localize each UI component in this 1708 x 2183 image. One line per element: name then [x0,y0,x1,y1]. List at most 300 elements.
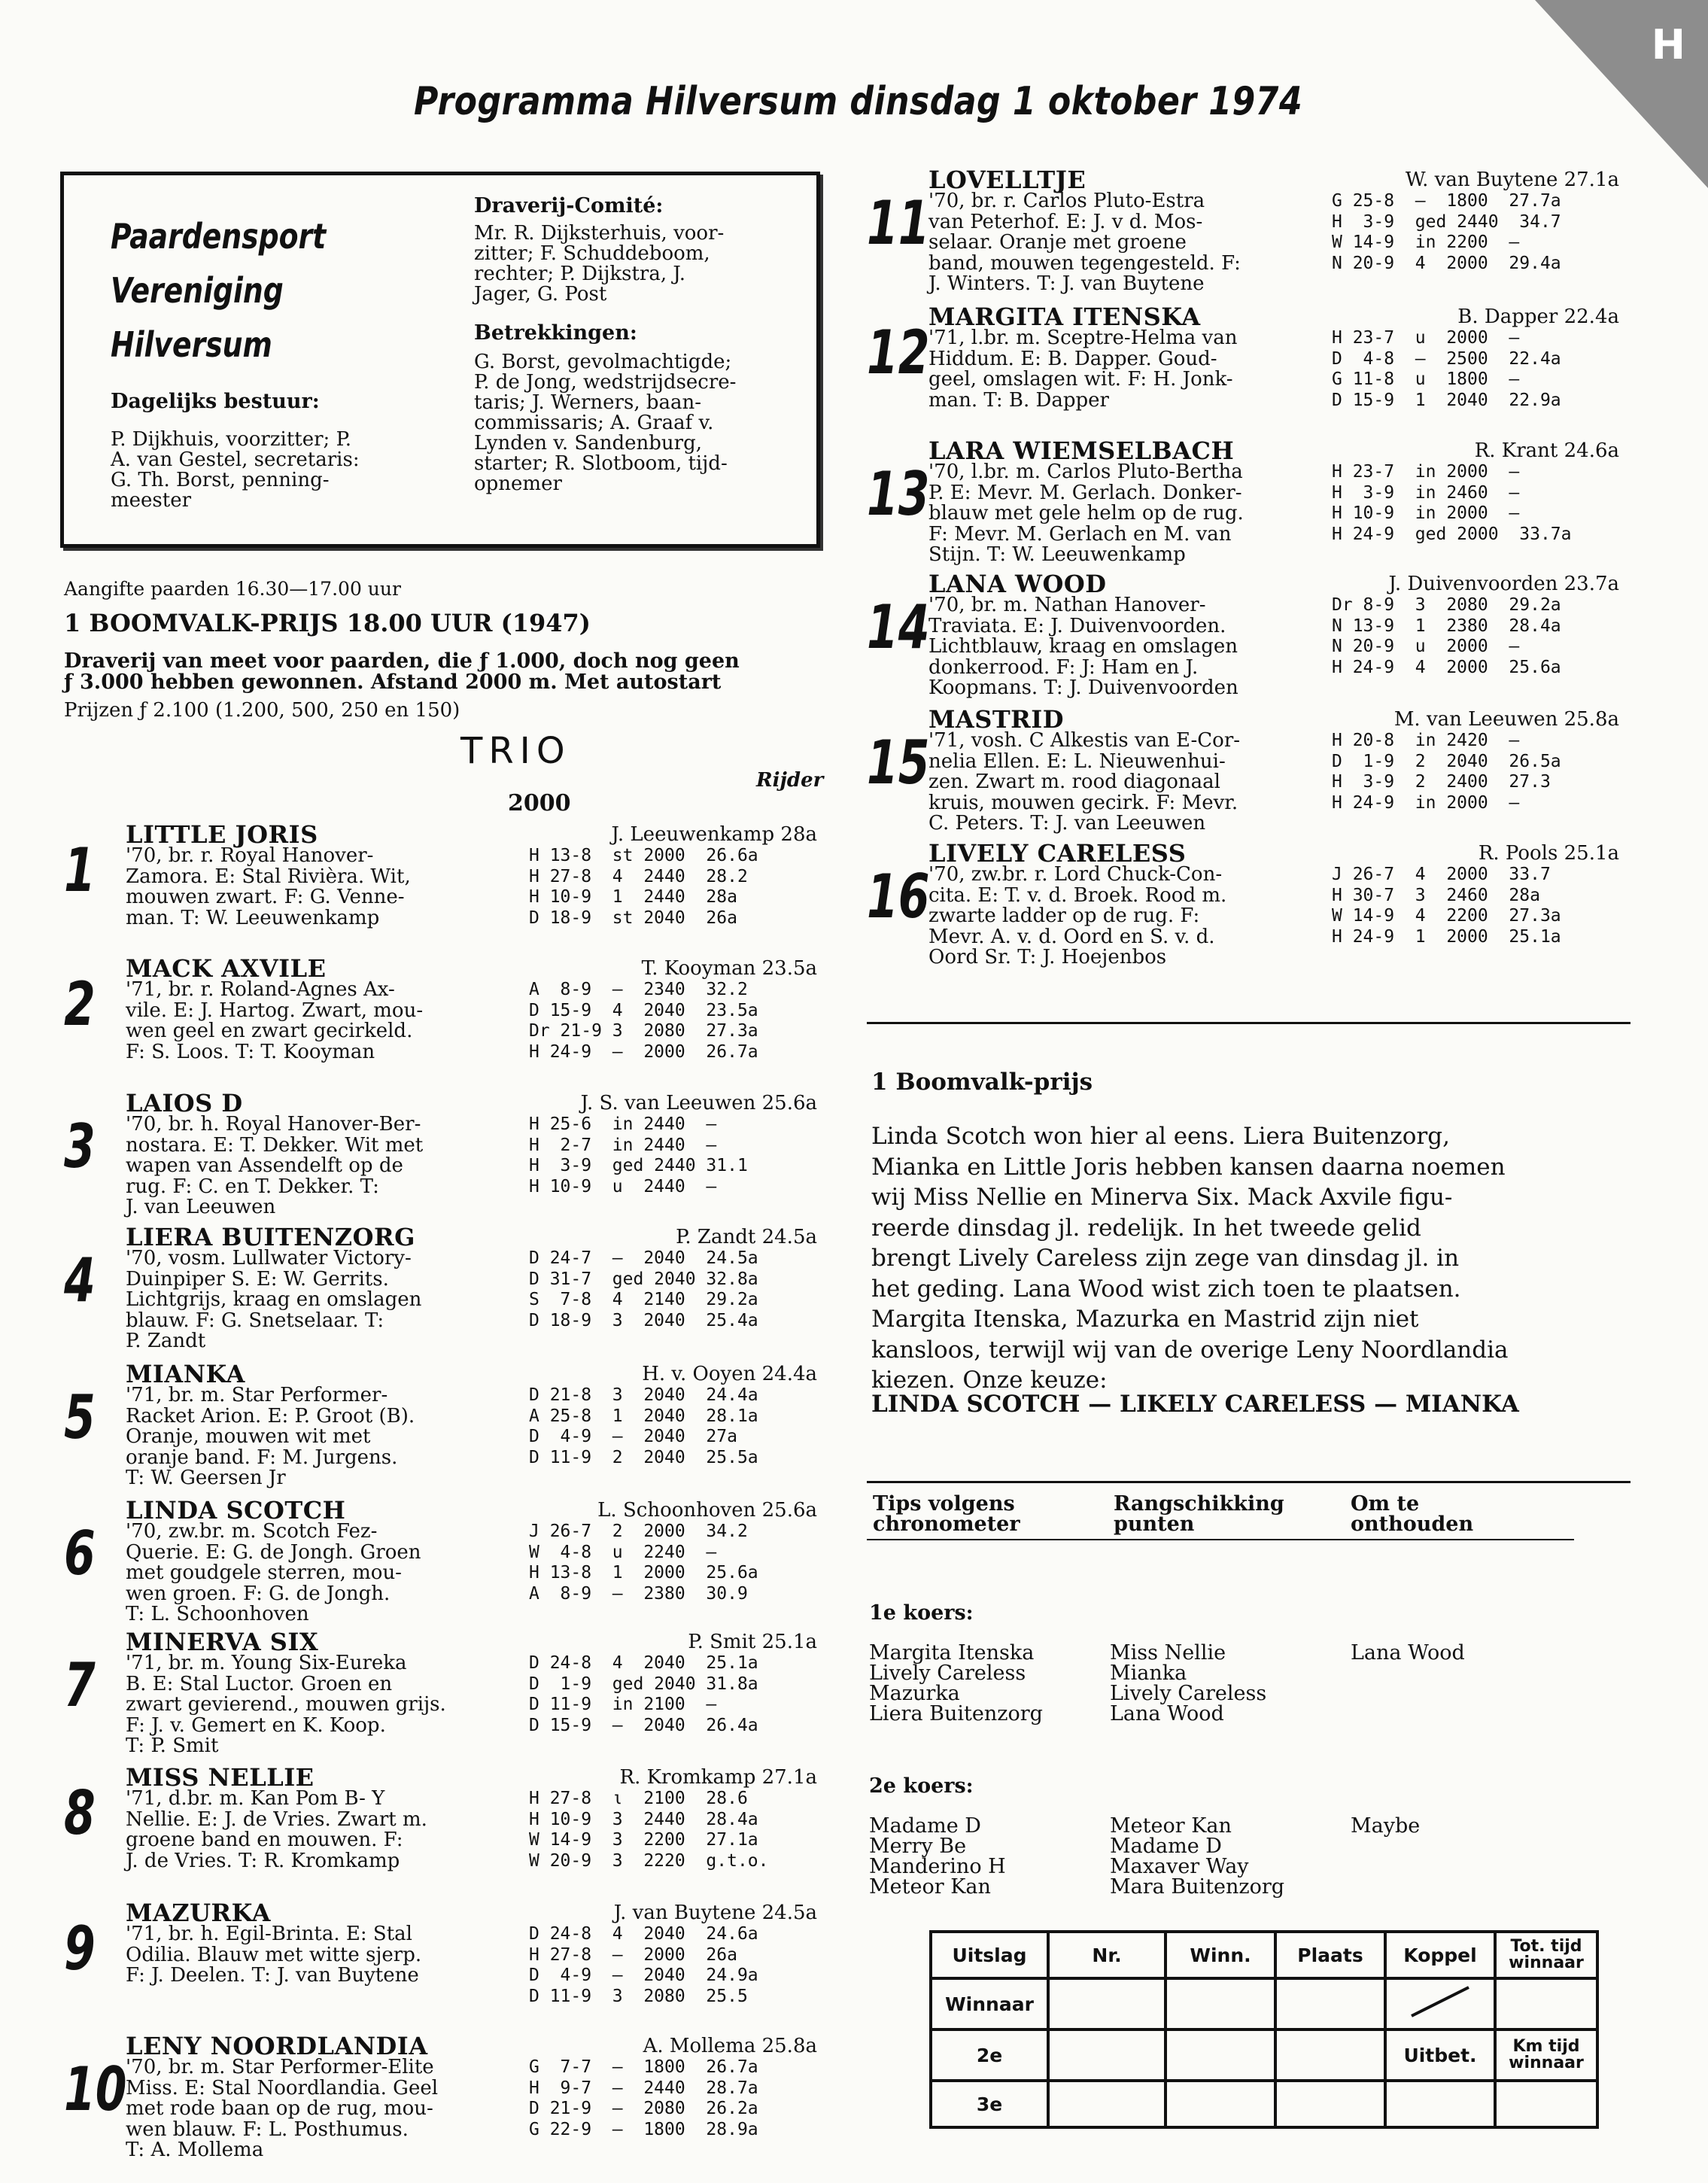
previous-results [529,1653,758,1736]
previous-results [529,1248,758,1331]
horse-description [126,1114,423,1218]
text-line: kansloos, terwijl wij van de overige Leny Noordlandia [871,1336,1509,1364]
horse-entry [64,1628,816,1756]
previous-results [1332,191,1561,274]
horse-entry [64,954,816,1082]
description-line: Odilia. Blauw met witte sjerp. [126,1943,422,1966]
horse-name: MAZURKA [126,1899,271,1927]
horse-description [928,731,1240,835]
description-line: donkerrood. F: J: Ham en J. [928,655,1199,679]
description-line: F: Mevr. M. Gerlach en M. van [928,522,1232,546]
result-cell[interactable] [1048,2029,1166,2081]
previous-results [529,1924,758,2007]
horse-name: LENY NOORDLANDIA [126,2032,428,2060]
bestuur-block [111,390,434,511]
horse-entry [64,2032,816,2160]
result-line: Dr 21-9 3 2080 27.3a [529,1021,758,1041]
horse-name: LAIOS D [126,1089,243,1117]
previous-results [529,1385,758,1468]
koers1-onthouden: Lana Wood [1351,1641,1465,1665]
result-line: W 4-8 u 2240 — [529,1542,717,1562]
entry-number: 9 [64,1914,96,1984]
result-header: Koppel [1385,1932,1495,1978]
description-line: groene band en mouwen. F: [126,1829,403,1851]
trio-label: TRIO [460,730,571,772]
rider-name: J. S. van Leeuwen 25.6a [580,1092,817,1114]
horse-description [126,1924,421,1987]
description-line: '70, zw.br. m. Scotch Fez- [126,1520,378,1543]
description-line: '71, d.br. m. Kan Pom B- Y [126,1787,385,1810]
horse-description [126,1789,427,1871]
text-line: Draverij van meet voor paarden, die ƒ 1.000, doch nog geen [64,649,740,673]
result-line: H 2-7 in 2440 — [529,1135,717,1155]
previous-results [529,1522,758,1604]
description-line: '70, br. h. Royal Hanover-Ber- [126,1113,421,1136]
horse-name: MIANKA [126,1360,245,1388]
previous-results [1332,865,1561,947]
slash-mark [1403,1983,1478,2020]
result-header: Nr. [1048,1932,1166,1978]
horse-name: LARA WIEMSELBACH [928,436,1235,465]
result-line: N 20-9 4 2000 29.4a [1332,253,1561,273]
result-line: H 23-7 in 2000 — [1332,462,1520,482]
horse-entry [64,1899,816,2026]
result-line: D 24-8 4 2040 25.1a [529,1653,758,1673]
horse-description [126,2057,438,2161]
result-line: D 15-9 1 2040 22.9a [1332,390,1561,410]
description-line: J. van Leeuwen [126,1196,276,1218]
result-line: H 27-8 4 2440 28.2 [529,866,748,886]
result-line: D 18-9 st 2040 26a [529,908,737,928]
text-line: Lynden v. Sandenburg, [474,432,702,455]
description-line: vile. E: J. Hartog. Zwart, mou- [126,999,424,1022]
description-line: J. de Vries. T: R. Kromkamp [126,1849,400,1872]
description-line: Koopmans. T: J. Duivenvoorden [928,676,1238,699]
result-line: H 3-9 ged 2440 34.7 [1332,211,1561,232]
description-line: Hiddum. E: B. Dapper. Goud- [928,347,1217,370]
description-line: met rode baan op de rug, mou- [126,2097,433,2120]
result-line: H 24-9 ged 2000 33.7a [1332,524,1572,544]
description-line: Lichtblauw, kraag en omslagen [928,635,1238,658]
horse-name: MISS NELLIE [126,1763,315,1792]
description-line: wapen van Assendelft op de [126,1154,403,1177]
result-cell-koppel[interactable] [1385,1978,1495,2029]
text-line: meester [111,489,192,512]
result-line: H 24-9 1 2000 25.1a [1332,926,1561,947]
text-line: het geding. Lana Wood wist zich toen te plaatsen. [871,1275,1461,1303]
text-line: commissaris; A. Graaf v. [474,412,714,434]
divider [867,1481,1631,1483]
rider-name: P. Smit 25.1a [688,1631,817,1653]
horse-entry [867,303,1619,430]
horse-description [928,462,1244,566]
description-line: wen geel en zwart gecirkeld. [126,1020,413,1042]
race-title: 1 BOOMVALK-PRIJS 18.00 UUR (1947) [64,609,591,637]
horse-name: LITTLE JORIS [126,820,318,849]
previous-results [1332,595,1561,678]
result-line: G 7-7 — 1800 26.7a [529,2057,758,2077]
description-line: '70, br. m. Nathan Hanover- [928,594,1206,616]
horse-description [928,595,1238,699]
horse-description [126,1248,421,1352]
horse-description [928,191,1241,295]
result-line: D 21-8 3 2040 24.4a [529,1385,758,1405]
result-cell[interactable] [1166,2081,1275,2127]
result-line: W 14-9 3 2200 27.1a [529,1830,758,1850]
bestuur-header: Dagelijks bestuur: [111,390,320,413]
result-header: Uitslag [931,1932,1048,1978]
result-line: H 24-9 in 2000 — [1332,792,1520,813]
description-line: Duinpiper S. E: W. Gerrits. [126,1267,389,1291]
description-line: Traviata. E: J. Duivenvoorden. [928,614,1226,637]
description-line: man. T: B. Dapper [928,388,1109,412]
description-line: '71, br. m. Young Six-Eureka [126,1652,407,1674]
horse-name: LIVELY CARELESS [928,839,1187,868]
rider-name: B. Dapper 22.4a [1457,306,1619,328]
result-line: H 3-9 ged 2440 31.1 [529,1156,748,1175]
result-line: N 13-9 1 2380 28.4a [1332,616,1561,636]
text-line: A. van Gestel, secretaris: [111,448,360,471]
result-row-label: Winnaar [931,1978,1048,2029]
description-line: zen. Zwart m. rood diagonaal [928,771,1220,793]
km-tijd-label: Km tijd winnaar [1495,2029,1597,2081]
result-line: D 24-8 4 2040 24.6a [529,1924,758,1944]
previous-results [1332,462,1572,545]
result-header: Tot. tijd winnaar [1495,1932,1597,1978]
analysis-text [871,1121,1594,1396]
entry-number: 11 [867,188,930,258]
description-line: '70, br. m. Star Performer-Elite [126,2056,434,2078]
koers2-punten: Meteor Kan Madame D Maxaver Way Mara Buitenzorg [1110,1814,1285,1899]
previous-results [529,980,758,1063]
description-line: '71, vosh. C Alkestis van E-Cor- [928,729,1241,752]
description-line: Stijn. T: W. Leeuwenkamp [928,543,1186,566]
horse-entry [867,705,1619,833]
entry-number: 7 [64,1650,96,1720]
entry-number: 15 [867,728,930,798]
horse-entry [867,436,1619,564]
previous-results [529,846,758,929]
description-line: J. Winters. T: J. van Buytene [928,272,1205,295]
horse-entry [64,1360,816,1488]
result-line: H 10-9 in 2000 — [1332,503,1520,523]
entry-number: 10 [64,2054,127,2124]
result-row-label: 3e [931,2081,1048,2127]
text-line: taris; J. Werners, baan- [474,391,702,414]
description-line: '71, br. r. Roland-Agnes Ax- [126,978,395,1001]
rijder-label: Rijder [756,769,824,792]
result-line: G 11-8 u 1800 — [1332,369,1520,389]
text-line: Linda Scotch won hier al eens. Liera Buitenzorg, [871,1123,1450,1150]
description-line: Querie. E: G. de Jongh. Groen [126,1540,421,1564]
result-table [929,1930,1599,2129]
horse-name: LINDA SCOTCH [126,1496,346,1525]
result-cell[interactable] [1495,1978,1597,2029]
koers2-label: 2e koers: [869,1774,974,1798]
horse-entry [64,820,816,948]
horse-name: LOVELLTJE [928,166,1086,194]
result-cell[interactable] [1275,1978,1385,2029]
rider-name: J. Leeuwenkamp 28a [611,823,817,846]
koers1-label: 1e koers: [869,1601,974,1625]
analysis-title: 1 Boomvalk-prijs [871,1069,1093,1096]
description-line: van Peterhof. E: J. v d. Mos- [928,210,1203,233]
result-line: D 1-9 ged 2040 31.8a [529,1674,758,1694]
horse-name: MACK AXVILE [126,954,327,983]
rider-name: H. v. Ooyen 24.4a [642,1363,817,1385]
result-line: H 13-8 1 2000 25.6a [529,1563,758,1583]
page-title: Programma Hilversum dinsdag 1 oktober 1974 [414,79,1303,124]
horse-entry [867,839,1619,967]
result-line: A 25-8 1 2040 28.1a [529,1406,758,1426]
horse-name: LIERA BUITENZORG [126,1223,415,1251]
description-line: Zamora. E: Stal Rivièra. Wit, [126,865,411,888]
comite-header: Draverij-Comité: [474,194,664,217]
result-line: D 11-9 2 2040 25.5a [529,1447,758,1467]
divider [867,1022,1631,1024]
result-line: H 27-8 — 2000 26a [529,1944,737,1965]
club-name [111,209,326,372]
text-line: P. Dijkhuis, voorzitter; P. [111,428,352,451]
description-line: zwarte ladder op de rug. F: [928,905,1200,927]
description-line: B. E: Stal Luctor. Groen en [126,1672,393,1695]
text-line: reerde dinsdag jl. redelijk. In het tweede gelid [871,1214,1421,1242]
rider-name: A. Mollema 25.8a [643,2035,817,2057]
text-line: kiezen. Onze keuze: [871,1367,1108,1394]
koers2-onthouden: Maybe [1351,1814,1421,1838]
description-line: wen groen. F: G. de Jongh. [126,1582,391,1605]
text-line: rechter; P. Dijkstra, J. [474,263,686,285]
result-row-label: 2e [931,2029,1048,2081]
text-line: opnemer [474,473,562,495]
race-prizes: Prijzen ƒ 2.100 (1.200, 500, 250 en 150) [64,699,460,722]
horse-description [126,980,423,1063]
text-line: Margita Itenska, Mazurka en Mastrid zijn niet [871,1306,1419,1333]
description-line: P. E: Mevr. M. Gerlach. Donker- [928,481,1242,504]
horse-description [126,1653,446,1757]
entry-number: 12 [867,318,930,388]
description-line: blauw met gele helm op de rug. [928,502,1244,524]
result-line: H 10-9 3 2440 28.4a [529,1809,758,1829]
entry-number: 14 [867,592,930,662]
horse-entry [867,166,1619,293]
text-line: brengt Lively Careless zijn zege van dinsdag jl. in [871,1245,1460,1272]
description-line: zwart gevierend., mouwen grijs. [126,1693,446,1716]
description-line: Racket Arion. E: P. Groot (B). [126,1404,415,1427]
result-line: A 8-9 — 2380 30.9 [529,1583,748,1604]
horse-name: MASTRID [928,705,1064,734]
description-line: T: P. Smit [126,1735,219,1757]
result-line: D 11-9 3 2080 25.5 [529,1986,748,2006]
result-cell[interactable] [1166,2029,1275,2081]
analysis-choice: LINDA SCOTCH — LIKELY CARELESS — MIANKA [871,1391,1519,1418]
corner-letter: H [1651,21,1685,68]
description-line: wen blauw. F: L. Posthumus. [126,2118,409,2141]
aangifte-text: Aangifte paarden 16.30—17.00 uur [64,578,401,600]
result-line: D 24-7 — 2040 24.5a [529,1248,758,1268]
description-line: F: J. v. Gemert en K. Koop. [126,1713,386,1737]
result-line: W 14-9 4 2200 27.3a [1332,906,1561,926]
comite-text [474,223,805,305]
club-name-line: Vereniging [111,270,284,311]
result-line: H 3-9 2 2400 27.3 [1332,772,1551,792]
result-line: G 25-8 — 1800 27.7a [1332,191,1561,211]
description-line: C. Peters. T: J. van Leeuwen [928,812,1206,835]
description-line: met goudgele sterren, mou- [126,1561,402,1584]
rider-name: R. Kromkamp 27.1a [619,1766,817,1789]
description-line: Miss. E: Stal Noordlandia. Geel [126,2076,439,2099]
description-line: '70, br. r. Carlos Pluto-Estra [928,190,1205,212]
description-line: nelia Ellen. E: L. Nieuwenhui- [928,749,1226,773]
betrekkingen-header: Betrekkingen: [474,321,637,345]
text-line: G. Th. Borst, penning- [111,469,330,491]
koers1-punten: Miss Nellie Mianka Lively Careless Lana Wood [1110,1641,1267,1725]
result-line: H 24-9 — 2000 26.7a [529,1041,758,1062]
betrekkingen-text [474,352,805,494]
description-line: F: S. Loos. T: T. Kooyman [126,1040,375,1063]
distance-label: 2000 [508,790,571,816]
horse-description [126,1522,421,1625]
result-line: Dr 8-9 3 2080 29.2a [1332,595,1561,615]
horse-entry [64,1496,816,1624]
result-line: J 26-7 2 2000 34.2 [529,1522,748,1541]
bestuur-text [111,430,434,511]
description-line: kruis, mouwen gecirk. F: Mevr. [928,791,1238,814]
horse-description [126,846,411,929]
text-line: Mr. R. Dijksterhuis, voor- [474,222,725,245]
description-line: Lichtgrijs, kraag en omslagen [126,1288,422,1311]
result-line: D 15-9 — 2040 26.4a [529,1715,758,1735]
horse-entry [64,1223,816,1351]
result-header: Winn. [1166,1932,1275,1978]
result-line: J 26-7 4 2000 33.7 [1332,865,1551,884]
rider-name: M. van Leeuwen 25.8a [1393,708,1619,731]
previous-results [529,1789,769,1871]
description-line: '71, br. h. Egil-Brinta. E: Stal [126,1923,412,1945]
result-line: H 10-9 1 2440 28a [529,887,737,907]
result-line: D 4-8 — 2500 22.4a [1332,348,1561,369]
description-line: '70, zw.br. r. Lord Chuck-Con- [928,863,1223,886]
previous-results [529,2057,758,2140]
horse-description [928,865,1226,968]
divider [867,1539,1574,1540]
description-line: man. T: W. Leeuwenkamp [126,906,380,929]
text-line: ƒ 3.000 hebben gewonnen. Afstand 2000 m. Met autostart [64,670,722,694]
result-line: H 24-9 4 2000 25.6a [1332,657,1561,677]
description-line: cita. E: T. v. d. Broek. Rood m. [928,883,1227,907]
tips-header-punten: Rangschikking punten [1114,1492,1284,1536]
koers1-chrono: Margita Itenska Lively Careless Mazurka Liera Buitenzorg [869,1641,1043,1725]
horse-name: MARGITA ITENSKA [928,303,1201,331]
horse-description [126,1385,415,1489]
result-line: H 10-9 u 2440 — [529,1176,717,1196]
rider-name: R. Pools 25.1a [1478,842,1619,865]
description-line: P. Zandt [126,1330,206,1352]
previous-results [529,1114,748,1197]
result-line: D 21-9 — 2080 26.2a [529,2099,758,2118]
result-line: W 14-9 in 2200 — [1332,233,1520,252]
result-line: H 9-7 — 2440 28.7a [529,2078,758,2098]
result-cell[interactable] [1275,2029,1385,2081]
description-line: T: W. Geersen Jr [126,1467,286,1489]
result-line: A 8-9 — 2340 32.2 [529,980,748,999]
description-line: '70, br. r. Royal Hanover- [126,844,374,867]
text-line: wij Miss Nellie en Minerva Six. Mack Axvile figu- [871,1184,1453,1211]
description-line: T: L. Schoonhoven [126,1603,309,1625]
entry-number: 2 [64,969,96,1039]
result-line: D 18-9 3 2040 25.4a [529,1310,758,1330]
description-line: selaar. Oranje met groene [928,231,1187,254]
result-line: H 23-7 u 2000 — [1332,328,1520,348]
race-header [64,578,839,722]
result-line: D 1-9 2 2040 26.5a [1332,751,1561,771]
entry-number: 1 [64,835,96,905]
description-line: '70, l.br. m. Carlos Pluto-Bertha [928,461,1243,483]
tips-header-onthouden: Om te onthouden [1351,1492,1474,1536]
horse-entry [64,1089,816,1217]
horse-name: MINERVA SIX [126,1628,319,1656]
rider-name: L. Schoonhoven 25.6a [597,1499,817,1522]
result-line: D 31-7 ged 2040 32.8a [529,1269,758,1289]
result-line: D 11-9 in 2100 — [529,1695,717,1714]
rider-name: W. van Buytene 27.1a [1405,169,1619,191]
entry-number: 4 [64,1245,96,1315]
description-line: T: A. Mollema [126,2139,264,2161]
uitbet-label: Uitbet. [1385,2029,1495,2081]
description-line: Oord Sr. T: J. Hoejenbos [928,946,1167,968]
result-line: W 20-9 3 2220 g.t.o. [529,1850,769,1871]
result-line: H 30-7 3 2460 28a [1332,885,1540,905]
horse-name: LANA WOOD [928,570,1107,598]
entry-number: 3 [64,1111,96,1181]
description-line: F: J. Deelen. T: J. van Buytene [126,1964,419,1987]
entry-number: 8 [64,1778,96,1848]
comite-block [474,194,805,494]
rider-name: J. van Buytene 24.5a [613,1902,817,1924]
result-line: H 3-9 in 2460 — [1332,482,1520,503]
description-line: '70, vosm. Lullwater Victory- [126,1247,412,1269]
entry-number: 6 [64,1519,96,1589]
rider-name: P. Zandt 24.5a [676,1226,817,1248]
description-line: '71, br. m. Star Performer- [126,1384,388,1406]
result-cell[interactable] [1048,2081,1166,2127]
horse-entry [64,1763,816,1891]
entry-number: 13 [867,459,930,529]
result-line: N 20-9 u 2000 — [1332,637,1520,656]
tips-header-chrono: Tips volgens chronometer [873,1492,1020,1536]
entry-number: 5 [64,1382,96,1452]
text-line: Jager, G. Post [474,283,607,306]
previous-results [1332,731,1561,813]
description-line: rug. F: C. en T. Dekker. T: [126,1175,379,1198]
result-line: S 7-8 4 2140 29.2a [529,1290,758,1309]
result-cell[interactable] [1048,1978,1166,2029]
description-line: band, mouwen tegengesteld. F: [928,251,1241,275]
description-line: geel, omslagen wit. F: H. Jonk- [928,368,1233,391]
club-name-line: Hilversum [111,324,272,365]
result-cell[interactable] [1166,1978,1275,2029]
result-line: H 13-8 st 2000 26.6a [529,846,758,865]
koers2-chrono: Madame D Merry Be Manderino H Meteor Kan [869,1814,1006,1899]
result-cell[interactable] [1385,2081,1495,2127]
result-line: D 4-9 — 2040 27a [529,1427,737,1446]
horse-description [928,328,1237,411]
result-line: G 22-9 — 1800 28.9a [529,2119,758,2139]
result-cell[interactable] [1495,2081,1597,2127]
text-line: G. Borst, gevolmachtigde; [474,351,732,373]
description-line: Nellie. E: J. de Vries. Zwart m. [126,1808,427,1831]
result-cell[interactable] [1275,2081,1385,2127]
